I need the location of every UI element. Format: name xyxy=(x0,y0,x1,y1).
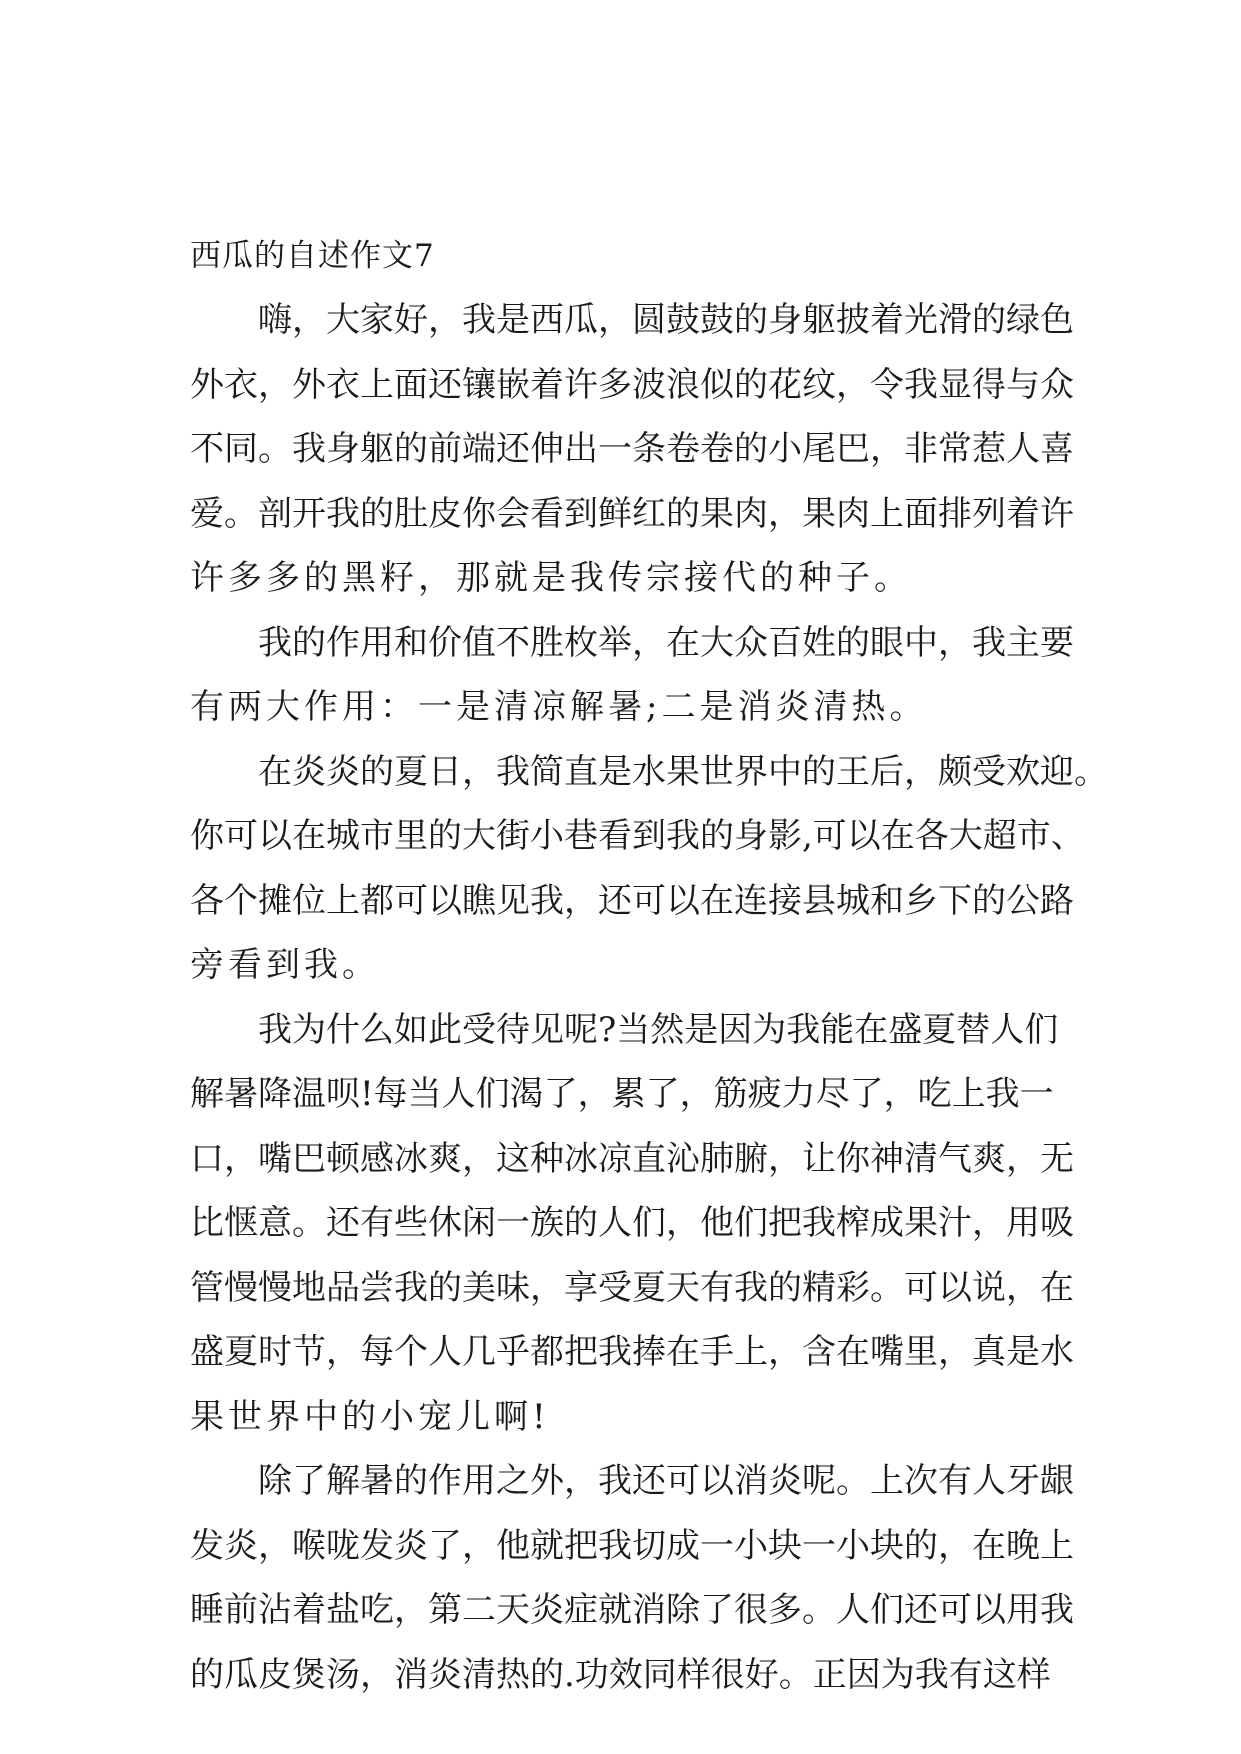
text-line: 各个摊位上都可以瞧见我，还可以在连接县城和乡下的公路 xyxy=(190,880,1074,921)
text-line: 盛夏时节，每个人几乎都把我捧在手上，含在嘴里，真是水 xyxy=(190,1332,1074,1372)
text-line: 睡前沾着盐吃，第二天炎症就消除了很多。人们还可以用我 xyxy=(190,1590,1074,1630)
text-line: 果世界中的小宠儿啊! xyxy=(190,1396,550,1437)
text-line: 管慢慢地品尝我的美味，享受夏天有我的精彩。可以说，在 xyxy=(190,1267,1074,1308)
text-line: 除了解暑的作用之外，我还可以消炎呢。上次有人牙龈 xyxy=(258,1461,1074,1501)
text-line: 有两大作用：一是清凉解暑;二是消炎清热。 xyxy=(190,687,928,727)
text-line: 我的作用和价值不胜枚举，在大众百姓的眼中，我主要 xyxy=(258,622,1074,663)
text-line: 比惬意。还有些休闲一族的人们，他们把我榨成果汁，用吸 xyxy=(190,1203,1074,1243)
document-body xyxy=(190,224,1108,1707)
text-line: 口，嘴巴顿感冰爽，这种冰凉直沁肺腑，让你神清气爽，无 xyxy=(190,1138,1074,1179)
paragraph-4 xyxy=(190,998,1074,1450)
text-line: 许多多的黑籽，那就是我传宗接代的种子。 xyxy=(190,558,912,598)
document-title: 西瓜的自述作文7 xyxy=(190,238,435,274)
paragraph-1 xyxy=(190,288,1074,611)
text-line: 爱。剖开我的肚皮你会看到鲜红的果肉，果肉上面排列着许 xyxy=(190,493,1074,534)
text-line: 不同。我身躯的前端还伸出一条卷卷的小尾巴，非常惹人喜 xyxy=(190,429,1074,469)
paragraph-2 xyxy=(190,611,1074,740)
text-line: 解暑降温呗!每当人们渴了，累了，筋疲力尽了，吃上我一 xyxy=(190,1074,1054,1114)
text-line: 发炎，喉咙发炎了，他就把我切成一小块一小块的，在晚上 xyxy=(190,1525,1074,1566)
text-line: 嗨，大家好，我是西瓜，圆鼓鼓的身躯披着光滑的绿色 xyxy=(258,300,1074,340)
text-line: 旁看到我。 xyxy=(190,945,380,985)
text-line: 外衣，外衣上面还镶嵌着许多波浪似的花纹，令我显得与众 xyxy=(190,364,1074,405)
text-line: 的瓜皮煲汤，消炎清热的.功效同样很好。正因为我有这样 xyxy=(190,1654,1051,1695)
text-line: 我为什么如此受待见呢?当然是因为我能在盛夏替人们 xyxy=(258,1009,1059,1050)
paragraph-3 xyxy=(190,740,1108,998)
text-line: 你可以在城市里的大街小巷看到我的身影,可以在各大超市、 xyxy=(190,816,1085,856)
paragraph-5 xyxy=(190,1449,1074,1707)
text-line: 在炎炎的夏日，我简直是水果世界中的王后，颇受欢迎。 xyxy=(258,751,1108,792)
